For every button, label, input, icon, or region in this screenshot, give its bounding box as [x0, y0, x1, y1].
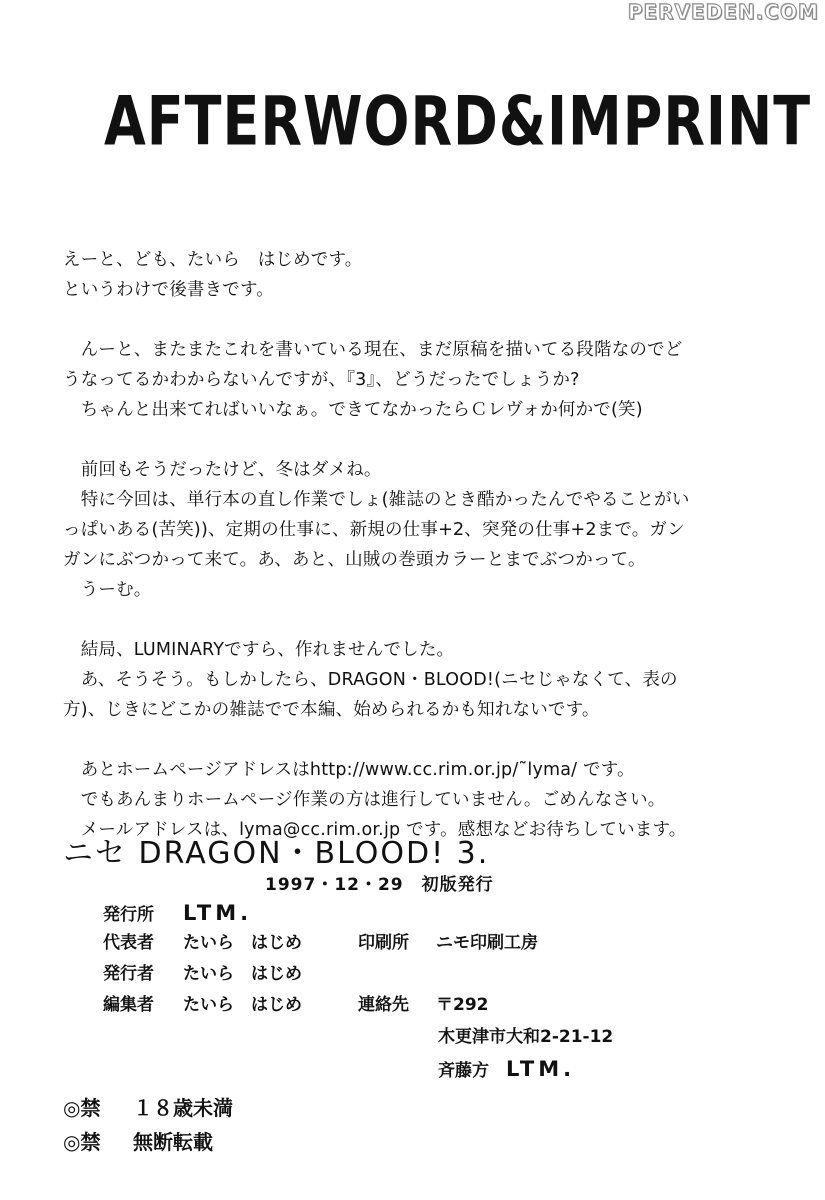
representative-name: たいら はじめ — [183, 933, 302, 953]
text-line: ガンにぶつかって来て。あ、あと、山賊の巻頭カラーとまでぶつかって。 — [63, 550, 646, 570]
text-line: ちゃんと出来てればいいなぁ。できてなかったらＣレヴォか何かで(笑) — [63, 400, 643, 420]
text-line: うなってるかわからないんですが、『3』、どうだったでしょうか? — [63, 370, 580, 390]
paragraph-winter — [63, 455, 783, 605]
representative-label: 代表者 — [103, 933, 154, 953]
printer-label: 印刷所 — [358, 933, 409, 953]
contact-postal: 〒292 — [436, 995, 489, 1015]
printer-name: ニモ印刷工房 — [436, 933, 538, 953]
text-line: あ、そうそう。もしかしたら、DRAGON・BLOOD!(ニセじゃなくて、表の — [63, 670, 678, 690]
imprint-row-issuer — [103, 961, 358, 987]
imprint-title: ニセ DRAGON・BLOOD! 3. — [63, 836, 490, 871]
text-line: というわけで後書きです。 — [63, 280, 274, 300]
editor-label: 編集者 — [103, 995, 154, 1015]
prohibition-text: 無断転載 — [133, 1130, 213, 1154]
editor-name: たいら はじめ — [183, 995, 302, 1015]
text-line: 特に今回は、単行本の直し作業でしょ(雑誌のとき酷かったんでやることがい — [63, 490, 690, 510]
publisher-label: 発行所 — [103, 905, 154, 925]
imprint-row-publisher — [103, 900, 252, 926]
publication-date: 1997・12・29 初版発行 — [265, 875, 494, 895]
contact-care-of — [438, 1056, 575, 1082]
issuer-name: たいら はじめ — [183, 964, 302, 984]
text-line: うーむ。 — [63, 580, 152, 600]
text-line: あとホームページアドレスはhttp://www.cc.rim.or.jp/˜lyma/ です。 — [63, 760, 635, 780]
prohibition-mark: ◎禁 — [63, 1130, 101, 1154]
imprint-row-representative — [103, 930, 538, 956]
imprint-row-editor — [103, 992, 489, 1018]
paragraph-progress — [63, 335, 783, 425]
paragraph-greeting — [63, 245, 783, 305]
prohibition-reprint — [63, 1126, 213, 1155]
prohibition-age — [63, 1092, 233, 1121]
watermark-logo: PERVEDEN.COM — [627, 0, 819, 24]
text-line: 結局、LUMINARYですら、作れませんでした。 — [63, 640, 455, 660]
text-line: メールアドレスは、lyma@cc.rim.or.jp です。感想などお待ちしています。 — [63, 820, 687, 840]
text-line: 前回もそうだったけど、冬はダメね。 — [63, 460, 382, 480]
afterword-body — [63, 245, 783, 875]
text-line: っぱいある(苦笑))、定期の仕事に、新規の仕事+2、突発の仕事+2まで。ガン — [63, 520, 685, 540]
prohibition-mark: ◎禁 — [63, 1096, 101, 1120]
text-line: えーと、ども、たいら はじめです。 — [63, 250, 363, 270]
paragraph-luminary — [63, 635, 783, 725]
prohibition-text: １８歳未満 — [133, 1096, 233, 1120]
publisher-name: LTM. — [183, 901, 253, 925]
page-title: AFTERWORD&IMPRINT — [104, 82, 812, 161]
contact-label: 連絡先 — [358, 995, 409, 1015]
issuer-label: 発行者 — [103, 964, 154, 984]
care-of-label: 斉藤方 — [438, 1061, 489, 1081]
care-of-name: LTM. — [506, 1057, 576, 1081]
text-line: 方)、じきにどこかの雑誌でで本編、始められるかも知れないです。 — [63, 700, 600, 720]
text-line: んーと、またまたこれを書いている現在、まだ原稿を描いてる段階なのでど — [63, 340, 683, 360]
contact-address: 木更津市大和2-21-12 — [438, 1027, 614, 1047]
text-line: でもあんまりホームページ作業の方は進行していません。ごめんなさい。 — [63, 790, 666, 810]
